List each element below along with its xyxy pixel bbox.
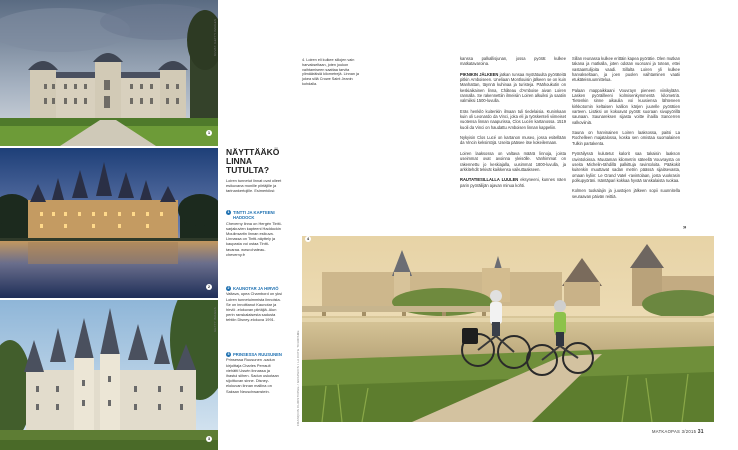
paragraph: Sauna on harvinainen Loiren laaksossa, paitsi La Rochelleen majatalossa, koska sen omistaa suomalainen Tulkin partakenta. xyxy=(572,130,680,146)
photo-cheverny-chateau xyxy=(0,0,218,146)
page-footer xyxy=(652,429,704,435)
article-column-2 xyxy=(572,56,680,204)
continue-arrow: » xyxy=(683,225,687,231)
sidebar-item-heading-text: KAUNOTAR JA HIRVIÖ xyxy=(233,286,279,291)
photo-credit-main: FRANÇOIS CHRISTOPHE / GRAPHICS / LA COTE TOURISME xyxy=(296,330,300,426)
sidebar-intro: Loiren tunnetut linnat ovat olleet esikuvana monille piirtäjille ja tarinankertojille. Esimerkiksi: xyxy=(226,178,282,194)
article-column-1 xyxy=(460,56,566,193)
sidebar-item-text: Cheverny linna on Hergén Tintti-sarjakuvien kapteeni Haddockin Moulinsartin linnan esikuva. Linnassa on Tintti-näyttely ja kaupasta voi ostaa Tintti-tavaraa. www.chateau-cheverny.fr xyxy=(226,220,282,257)
paragraph: Pyöräilyssä kulutetut kalorit saa takaisin laakson ravintoloissa. Muutaman kilometrin säteellä Vouvraysta on useita Michelin-tähdillä palkittuja ravintoloita. Pääkokit kuitenkin muuttavat sadan metrin päässä sijaitsevasta, omaan kyliin: Le Grand Vatel -ravintolaan, josta vuokrasin polkupyöräni. Isäntäpari kokkaa hyvää ranskalaista ruokaa. xyxy=(572,151,680,183)
photo-number-3: 3 xyxy=(207,436,211,441)
castle-caption: 4. Loiren eli kulkee sillojen vain harvakseltaan, joten joukon vaihtamiseen saattaa tarvita ylimääräisiä kilometrejä. Linnan ja jokea sillä Crowe Saint Jeanin kohdalla. xyxy=(302,58,359,86)
number-badge: 3 xyxy=(227,352,230,357)
page-number: 31 xyxy=(697,429,704,435)
photo-usse-castle xyxy=(0,300,218,450)
paragraph: RAUTATIESILLALLA LUULEN eksyneeni, kunnes näen parin pyöräilijän ajavan minua kohti. xyxy=(460,177,566,188)
photo-credit-mid: GETTY IMAGES xyxy=(213,307,217,332)
sidebar-item-2 xyxy=(226,286,282,323)
sidebar-item-text: Prinsessa Ruusunen -sadun kirjoittaja Charles Perrault viehätti Ussén linnassa ja ihastui siihen. Sadun uskotaan sijoittuvan sinne. Disney-elokuvan linnan mallina on Saksan Neuschwanstein. xyxy=(226,357,279,394)
sidebar-item-heading xyxy=(226,210,282,221)
magazine-issue: MATKAOPAS 3/2015 xyxy=(652,429,697,434)
sidebar-item-3 xyxy=(226,352,282,394)
photo-number-2: 2 xyxy=(207,284,211,289)
number-badge: 2 xyxy=(227,286,230,291)
paragraph: Nykyisin Clos Lucé on kartanon museo, jossa esitellään da Vincin keksintöjä. Useita pääsee itse kokeilemaan. xyxy=(460,135,566,146)
sidebar-title: NÄYTTÄÄKÖ LINNA TUTULTA? xyxy=(226,147,280,175)
sidebar-item-heading-text: TINTTI JA KAPTEENI HADDOCK xyxy=(233,210,275,221)
number-badge: 1 xyxy=(227,210,230,215)
sidebar-item-1 xyxy=(226,210,282,257)
paragraph: Sillan reunassa kulkee erittäin kapea pyörätie. Olen mutkan takana ja matkalla, joten odotan vuoroani ja totean, ettei vastaantulijoita vaadi. Sillalta Loiren yli kulkee harvakseltaan, ja joen puolen vaihtaminen vaatii etukäteissuunnittelua. xyxy=(572,56,680,83)
photo-credit-top: KUVAT: GETTY IMAGES xyxy=(213,18,217,56)
paragraph: PIKNIKIN JÄLKEEN jatkan runsaa myötätuulta pyöräteitä pitkin Amboiseen. Uneliaan Montlouisin jälkeen se on kuin Manhattan, täynnä kuhinaa ja turisteja. Päähoukutin on keskiaikainen linna, Château d'Amboise aivan Loiren rannalla. Se rakennettiin ilmeisiin Loiren alkuiksi ja saatiin valmiiksi 1500-luvulla. xyxy=(460,71,566,104)
photo-number-1: 1 xyxy=(207,130,211,135)
photo-number-4: 4 xyxy=(306,236,310,241)
paragraph: Loiren laaksossa on valtava määrä linnoja, joista useimmat ovat avoinna yleisölle. Vanhimmat on rakennettu jo keskiajalla, uusimmat 1800-luvulla, ja arkkitehdit tekivät kaikkensa vaikuttaakseen. xyxy=(460,150,566,172)
paragraph: Kolmen tuokalajin ja juustojen jälkeen sopii suunnitella seuraavan päivän reittiä. xyxy=(572,188,680,199)
paragraph: Eräs henkilö kuitenkin ilmaan tuli tiedelaisia. Kuninkaan kuin oli Leonardo da Vinci, joka eli ja työskenteli viimeiset vuotensa linnan naapurissa, Clos Lucén kartanossa. 1519 kuoli da Vinci on haudattu Amboisen linnan kappeliin. xyxy=(460,108,566,130)
photo-chambord-dusk xyxy=(0,148,218,298)
sidebar-item-heading-text: PRINSESSA RUUSUNEN xyxy=(233,352,282,357)
paragraph: kanssa palkallisjunan, jossa pyörät kulkee matkatavaroina. xyxy=(460,56,566,67)
sidebar-item-text: Valtava, upea Chambord on yksi Loiren tunnetuimmista linnoista. Se on innoittanut Kaunotar ja hirviö -elokuvan piirtäjiä. Alun perin ranskalaisesta sadusta tehtiin Disney-elokuva 1991. xyxy=(226,291,282,323)
paragraph: Palaan mappaikkaani Vouvrayn pieneen viinikylään. Lasken pyöräilleeni kolmisenkymmentä kilometriä. Tietenkin sinne aikaulia voi kuusiensa lähteneen kirkkotornin keltaisen kallion kärjen juurelle pyörätien varteen. Lisäksi on kokoavat pyörät suoraan sivupyörillä saunaan. Saunareksen sijasta voitte ihailla Sancerren valkoviiniä. xyxy=(572,87,680,125)
photo-cyclists-loire xyxy=(302,236,714,422)
